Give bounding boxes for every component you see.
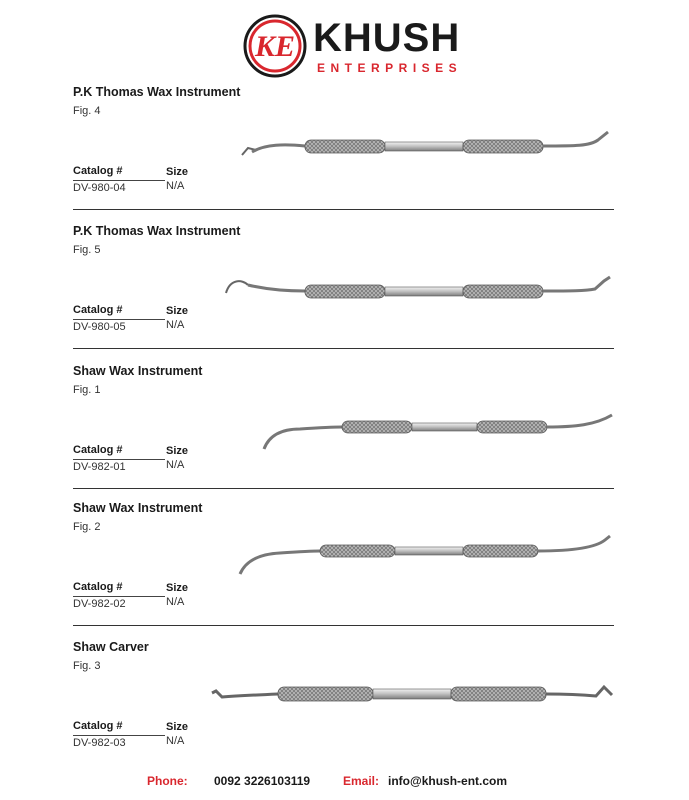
- catalog-header: Catalog #: [73, 165, 123, 177]
- section-divider: [73, 209, 614, 210]
- phone-label: Phone:: [147, 774, 188, 788]
- logo-monogram: KE: [254, 30, 296, 63]
- brand-logo: [243, 14, 463, 84]
- size-value: N/A: [166, 596, 185, 608]
- size-header: Size: [166, 305, 189, 317]
- catalog-number: DV-982-03: [73, 737, 126, 749]
- figure-label: Fig. 2: [73, 521, 101, 533]
- size-value: N/A: [166, 735, 185, 747]
- size-header: Size: [166, 582, 189, 594]
- figure-label: Fig. 3: [73, 660, 101, 672]
- catalog-header: Catalog #: [73, 444, 123, 456]
- wax-instrument-icon: [200, 249, 620, 319]
- product-section: [0, 364, 689, 503]
- email-label: Email:: [343, 774, 380, 788]
- size-header: Size: [166, 166, 189, 178]
- product-title: Shaw Wax Instrument: [73, 501, 203, 515]
- product-title: Shaw Wax Instrument: [73, 364, 203, 378]
- catalog-underline: [73, 319, 165, 320]
- size-header: Size: [166, 721, 189, 733]
- brand-name: KHUSH: [313, 16, 461, 60]
- phone-number[interactable]: 0092 3226103119: [214, 774, 311, 788]
- product-section: [0, 224, 689, 363]
- catalog-underline: [73, 459, 165, 460]
- product-section: [0, 85, 689, 224]
- brand-tagline: ENTERPRISES: [317, 61, 463, 75]
- catalog-header: Catalog #: [73, 720, 123, 732]
- product-title: P.K Thomas Wax Instrument: [73, 85, 241, 99]
- email-address[interactable]: info@khush-ent.com: [388, 774, 508, 788]
- section-divider: [73, 488, 614, 489]
- section-divider: [73, 625, 614, 626]
- figure-label: Fig. 1: [73, 384, 101, 396]
- carver-icon: [200, 665, 620, 735]
- product-title: Shaw Carver: [73, 640, 149, 654]
- logo-emblem-icon: [243, 14, 307, 78]
- size-value: N/A: [166, 319, 185, 331]
- catalog-header: Catalog #: [73, 581, 123, 593]
- wax-instrument-icon: [200, 389, 620, 459]
- product-title: P.K Thomas Wax Instrument: [73, 224, 241, 238]
- figure-label: Fig. 4: [73, 105, 101, 117]
- catalog-number: DV-982-01: [73, 461, 126, 473]
- catalog-number: DV-980-04: [73, 182, 126, 194]
- size-value: N/A: [166, 459, 185, 471]
- catalog-underline: [73, 180, 165, 181]
- wax-instrument-icon: [200, 110, 620, 180]
- catalog-number: DV-980-05: [73, 321, 126, 333]
- figure-label: Fig. 5: [73, 244, 101, 256]
- wax-instrument-icon: [200, 526, 620, 596]
- catalog-number: DV-982-02: [73, 598, 126, 610]
- catalog-underline: [73, 735, 165, 736]
- catalog-underline: [73, 596, 165, 597]
- size-header: Size: [166, 445, 189, 457]
- catalog-header: Catalog #: [73, 304, 123, 316]
- section-divider: [73, 348, 614, 349]
- product-section: [0, 501, 689, 640]
- product-section: [0, 640, 689, 779]
- size-value: N/A: [166, 180, 185, 192]
